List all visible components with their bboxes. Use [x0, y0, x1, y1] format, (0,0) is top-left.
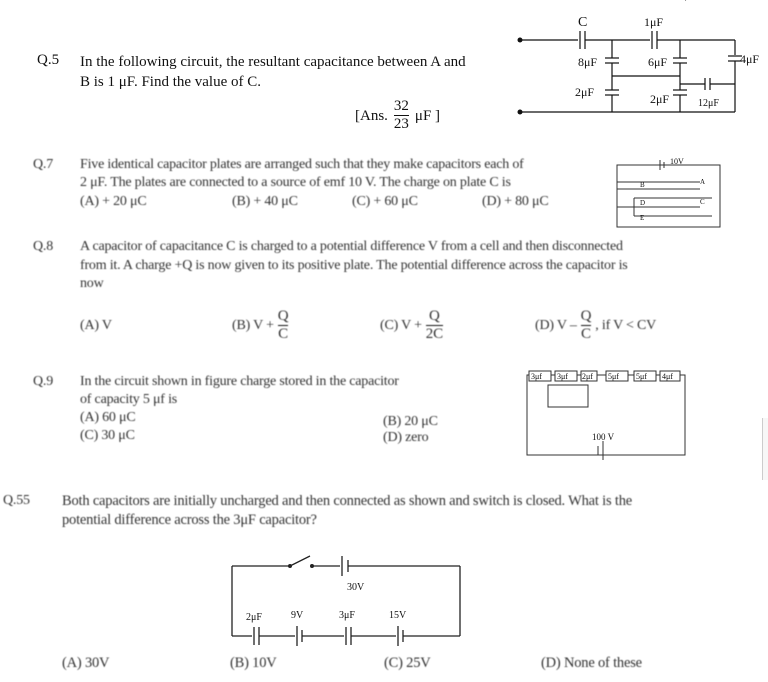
- q7-text-line1: Five identical capacitor plates are arranged such that they make capacitors each of: [80, 157, 524, 172]
- q9-cap-label-2: 3μf: [557, 372, 568, 381]
- q9-option-c: (C) 30 μC: [80, 428, 135, 443]
- q8-option-c-prefix: (C) V +: [380, 317, 422, 333]
- q7-plate-a-label: A: [700, 178, 706, 186]
- q55-switch-pivot: [288, 564, 292, 568]
- q7-text-line2: 2 μF. The plates are connected to a source of emf 10 V. The charge on plate C is: [80, 175, 511, 190]
- q8-option-a: (A) V: [80, 318, 112, 333]
- q55-label-2uf: 2μF: [246, 612, 262, 623]
- q55-label-9v: 9V: [291, 610, 304, 621]
- q55-top-emf-label: 30V: [347, 582, 365, 593]
- q9-option-d: (D) zero: [383, 430, 429, 445]
- q8-text-line2: from it. A charge +Q is now given to its positive plate. The potential difference across the capacitor is: [80, 258, 628, 273]
- q7-option-a: (A) + 20 μC: [80, 194, 147, 209]
- q5-answer-denominator: 23: [393, 116, 409, 132]
- q8-option-b-num: Q: [277, 308, 289, 324]
- q55-switch-contact: [310, 564, 314, 568]
- q5-text-line2: B is 1 μF. Find the value of C.: [80, 74, 262, 90]
- q9-cap-label-3: 2μf: [582, 372, 593, 381]
- q5-answer-prefix: [Ans.: [355, 107, 388, 124]
- q9-emf-label: 100 V: [592, 432, 615, 442]
- q55-label-15v: 15V: [389, 610, 407, 621]
- q8-option-c-num: Q: [429, 308, 440, 324]
- q8-option-d-suffix: , if V < CV: [595, 317, 657, 333]
- q8-option-d-num: Q: [580, 308, 592, 324]
- q7-option-c: (C) + 60 μC: [352, 194, 418, 209]
- q7-plate-d-label: D: [640, 199, 646, 207]
- q8-number: Q.8: [33, 239, 54, 254]
- q9-cap-label-1: 3μf: [531, 372, 542, 381]
- q55-number: Q.55: [3, 493, 30, 508]
- q8-option-b-prefix: (B) V +: [232, 317, 274, 333]
- q8-option-d-prefix: (D) V –: [535, 317, 577, 333]
- q9-option-a: (A) 60 μC: [80, 410, 136, 425]
- q9-cap-label-4: 5μf: [608, 372, 619, 381]
- q55-option-c: (C) 25V: [384, 655, 431, 671]
- q9-number: Q.9: [33, 374, 54, 389]
- q5-label-8uf: 8μF: [578, 55, 598, 69]
- q7-plate-b-label: B: [640, 181, 645, 189]
- q7-number: Q.7: [33, 157, 54, 172]
- q55-text-line1: Both capacitors are initially uncharged and then connected as shown and switch is closed. What is the: [62, 493, 632, 509]
- q9-text-line2: of capacity 5 μf is: [80, 392, 178, 407]
- q5-answer-unit: μF ]: [414, 107, 441, 124]
- q55-label-3uf: 3μF: [339, 610, 355, 621]
- q5-label-12uf: 12μF: [698, 98, 719, 109]
- q55-text-line2: potential difference across the 3μF capacitor?: [62, 512, 317, 528]
- q7-emf-label: 10V: [670, 157, 684, 166]
- q55-option-b: (B) 10V: [230, 655, 277, 671]
- q8-option-b-den: C: [278, 326, 288, 342]
- q5-label-4uf: 4μF: [740, 52, 760, 66]
- q55-option-a: (A) 30V: [62, 655, 110, 671]
- q7-option-d: (D) + 80 μC: [482, 194, 549, 209]
- q8-text-line3: now: [80, 276, 104, 291]
- q7-option-b: (B) + 40 μC: [232, 194, 298, 209]
- q5-label-c: C: [578, 15, 588, 30]
- q8-option-d-den: C: [581, 326, 591, 342]
- q5-label-2uf-left: 2μF: [575, 85, 595, 99]
- q5-text-line1: In the following circuit, the resultant capacitance between A and: [80, 54, 466, 70]
- q9-option-b: (B) 20 μC: [383, 414, 438, 429]
- q8-text-line1: A capacitor of capacitance C is charged to a potential difference V from a cell and then disconnected: [80, 239, 623, 254]
- q5-answer-numerator: 32: [393, 98, 409, 114]
- q5-label-2uf-right: 2μF: [650, 92, 670, 106]
- q5-number: Q.5: [37, 52, 60, 68]
- q55-option-d: (D) None of these: [541, 655, 642, 671]
- q9-cap-label-6: 4μf: [662, 372, 673, 381]
- q5-label-1uf: 1μF: [644, 15, 664, 29]
- q9-cap-label-5: 5μf: [636, 372, 647, 381]
- q7-plate-c-label: C: [700, 198, 705, 206]
- q7-plate-e-label: E: [640, 214, 645, 222]
- q8-option-c-den: 2C: [425, 326, 443, 342]
- q9-text-line1: In the circuit shown in figure charge stored in the capacitor: [80, 374, 399, 389]
- q5-label-6uf: 6μF: [648, 55, 668, 69]
